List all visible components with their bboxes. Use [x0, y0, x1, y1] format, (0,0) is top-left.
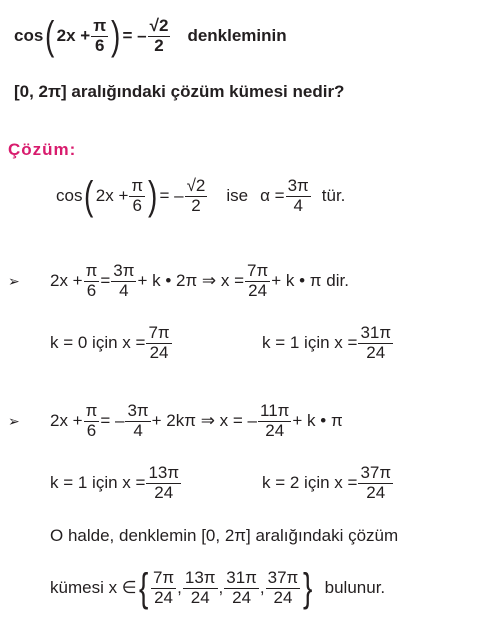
- final-answer: [50, 568, 385, 608]
- question-tail: denkleminin: [187, 26, 287, 45]
- k2-label: k = 2 için x =: [262, 473, 358, 493]
- solution-label: Çözüm:: [8, 140, 77, 159]
- expr-2x: 2x +: [50, 411, 83, 431]
- fraction-37pi-24: $\frac{37\pi}{24}$: [267, 567, 299, 607]
- fraction-pi-6: $\frac{\pi}{6}$: [85, 261, 98, 300]
- k1-label: k = 1 için x =: [50, 473, 146, 493]
- left-paren: (: [84, 174, 94, 218]
- expr-tail: + k • 2π ⇒ x =: [137, 271, 245, 291]
- k1-label: k = 1 için x =: [262, 333, 358, 353]
- comma: ,: [177, 578, 182, 597]
- left-paren: (: [45, 14, 55, 58]
- fraction-pi-6: $\frac{\pi}{6}$: [85, 401, 98, 440]
- arrow-bullet-icon: ➢: [8, 272, 20, 289]
- fraction-3pi-4: $\frac{3\pi}{4}$: [287, 175, 309, 215]
- bulunur-word: bulunur.: [324, 578, 386, 597]
- fraction-37pi-24: $\frac{37\pi}{24}$: [360, 463, 392, 502]
- equals-minus: = –: [122, 26, 147, 45]
- bullet-2: [8, 402, 343, 440]
- left-brace: {: [138, 566, 148, 610]
- bullet-1: [8, 262, 349, 300]
- fraction-7pi-24: $\frac{7\pi}{24}$: [152, 567, 175, 607]
- kumesi-label: kümesi x ∈: [50, 578, 137, 597]
- fraction-sqrt2-2: $\frac{√2}{2}$: [149, 15, 169, 55]
- fraction-pi-6: $\frac{\pi}{6}$: [131, 175, 144, 215]
- arrow-bullet-icon: ➢: [8, 412, 20, 429]
- fraction-3pi-4: $\frac{3\pi}{4}$: [127, 401, 149, 440]
- fraction-13pi-24: $\frac{13\pi}{24}$: [148, 463, 180, 502]
- expr-tail-2: + k • π dir.: [271, 271, 349, 291]
- right-paren: ): [111, 14, 121, 58]
- alpha-label: α =: [260, 186, 285, 205]
- k-row-1-left: [50, 324, 173, 362]
- fraction-sqrt2-2: $\frac{√2}{2}$: [186, 175, 206, 215]
- cos-label: cos: [56, 186, 83, 205]
- cos-label: cos: [14, 26, 44, 45]
- comma: ,: [218, 578, 224, 597]
- fraction-31pi-24: $\frac{31\pi}{24}$: [226, 567, 257, 607]
- fraction-7pi-24: $\frac{7\pi}{24}$: [148, 323, 170, 362]
- conclusion-line: O halde, denklemin [0, 2π] aralığındaki çözüm: [50, 526, 399, 545]
- expr-tail: + 2kπ ⇒ x = –: [151, 411, 257, 431]
- ise-word: ise: [226, 186, 249, 205]
- fraction-3pi-4: $\frac{3\pi}{4}$: [113, 261, 135, 300]
- fraction-11pi-24: $\frac{11\pi}{24}$: [260, 401, 290, 440]
- question-line-2: [0, 2π] aralığındaki çözüm kümesi nedir?: [14, 82, 345, 101]
- question-line-1: [14, 16, 287, 56]
- equals: =: [100, 271, 111, 291]
- fraction-7pi-24: $\frac{7\pi}{24}$: [247, 261, 269, 300]
- fraction-pi-6: $\frac{\pi}{6}$: [93, 15, 107, 55]
- right-brace: }: [303, 566, 313, 610]
- fraction-13pi-24: $\frac{13\pi}{24}$: [184, 567, 216, 607]
- right-paren: ): [148, 174, 158, 218]
- step-1: [56, 176, 345, 216]
- k-row-1-right: [262, 324, 394, 362]
- k-row-2-right: [262, 464, 394, 502]
- arg-left: 2x +: [56, 26, 91, 45]
- k0-label: k = 0 için x =: [50, 333, 146, 353]
- k-row-2-left: [50, 464, 182, 502]
- tur-word: tür.: [321, 186, 346, 205]
- equals-minus: = –: [100, 411, 125, 431]
- expr-2x: 2x +: [50, 271, 83, 291]
- expr-tail-2: + k • π: [292, 411, 343, 431]
- fraction-31pi-24: $\frac{31\pi}{24}$: [360, 323, 392, 362]
- comma: ,: [259, 578, 265, 597]
- arg-left: 2x +: [95, 186, 129, 205]
- equals-minus: = –: [159, 186, 184, 205]
